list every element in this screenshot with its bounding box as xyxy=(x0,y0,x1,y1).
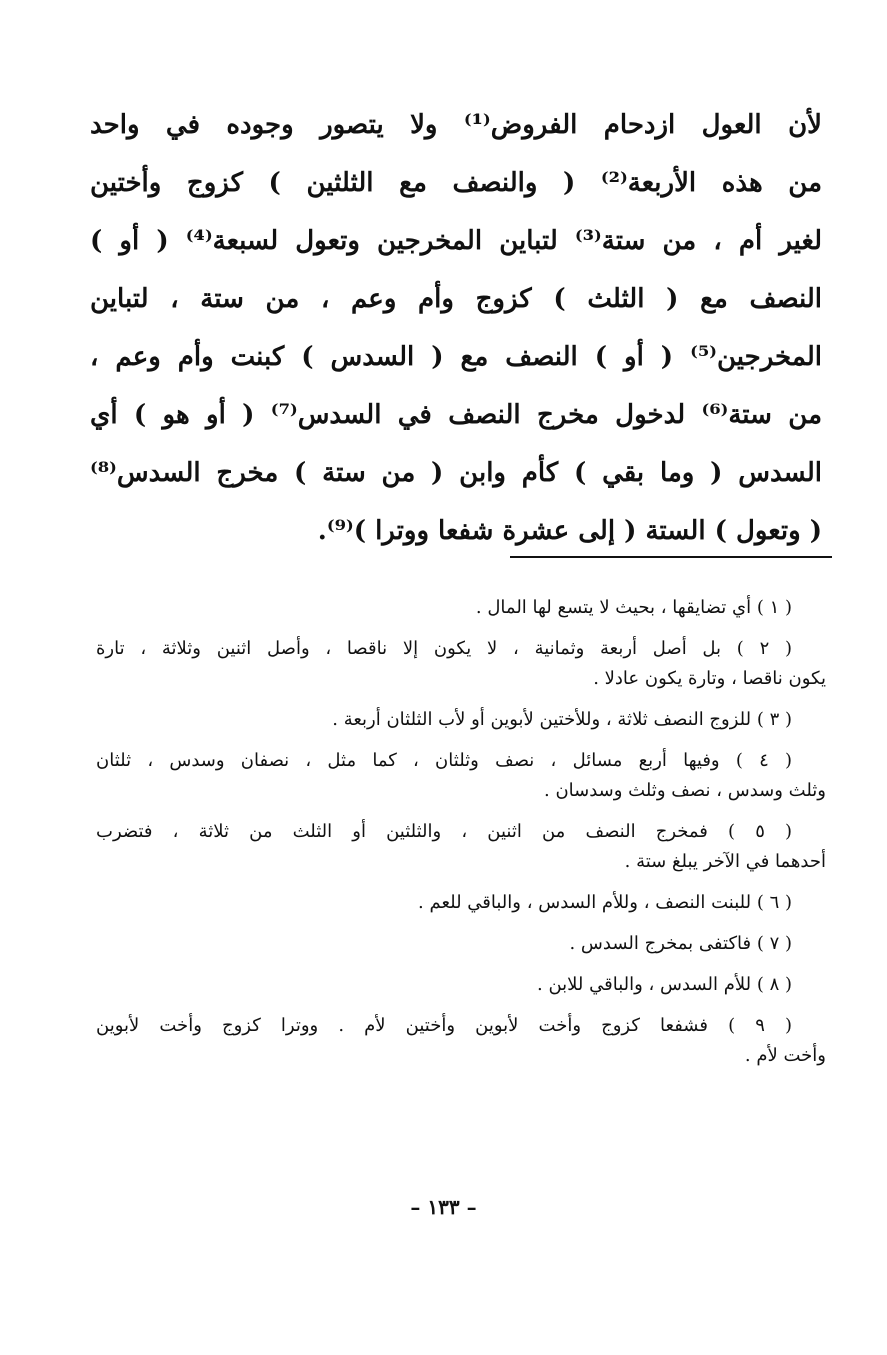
footnote-line: ( ٧ ) فاكتفى بمخرج السدس . xyxy=(569,933,792,954)
main-text-line: ( وتعول ) الستة ( إلى عشرة شفعا ووترا )⁽⁹⁾. xyxy=(317,516,822,546)
footnote-2 xyxy=(96,634,826,694)
footnote-line: ( ٥ ) فمخرج النصف من اثنين ، والثلثين أو الثلث من ثلاثة ، فتضرب xyxy=(96,821,793,842)
footnote-6 xyxy=(96,888,826,918)
footnote-5 xyxy=(96,817,826,877)
footnote-4 xyxy=(96,746,826,806)
footnote-line: ( ٤ ) وفيها أربع مسائل ، نصف وثلثان ، كما مثل ، نصفان وسدس ، ثلثان xyxy=(96,750,792,771)
footnote-line: يكون ناقصا ، وتارة يكون عادلا . xyxy=(593,668,826,689)
footnote-line: وأخت لأم . xyxy=(744,1045,826,1066)
footnote-divider xyxy=(510,556,832,558)
main-text-line: من هذه الأربعة⁽²⁾ ( والنصف مع الثلثين ) كزوج وأختين xyxy=(90,168,822,198)
main-text-line: من ستة⁽⁶⁾ لدخول مخرج النصف في السدس⁽⁷⁾ ( أو هو ) أي xyxy=(90,400,822,430)
footnote-3 xyxy=(96,705,826,735)
main-text-line: السدس ( وما بقي ) كأم وابن ( من ستة ) مخرج السدس⁽⁸⁾ xyxy=(90,458,822,488)
footnotes xyxy=(96,593,826,1082)
footnote-9 xyxy=(96,1011,826,1071)
footnote-line: ( ٨ ) للأم السدس ، والباقي للابن . xyxy=(537,974,792,995)
footnote-line: وثلث وسدس ، نصف وثلث وسدسان . xyxy=(544,780,826,801)
footnote-line: ( ٢ ) بل أصل أربعة وثمانية ، لا يكون إلا ناقصا ، وأصل اثنين وثلاثة ، تارة xyxy=(96,638,792,659)
footnote-line: ( ١ ) أي تضايقها ، بحيث لا يتسع لها المال . xyxy=(475,597,792,618)
main-text-line: لأن العول ازدحام الفروض⁽¹⁾ ولا يتصور وجوده في واحد xyxy=(90,110,822,140)
main-text-line: المخرجين⁽⁵⁾ ( أو ) النصف مع ( السدس ) كبنت وأم وعم ، xyxy=(90,342,822,372)
footnote-8 xyxy=(96,970,826,1000)
main-text-line: النصف مع ( الثلث ) كزوج وأم وعم ، من ستة ، لتباين xyxy=(90,284,822,314)
footnote-line: ( ٦ ) للبنت النصف ، وللأم السدس ، والباقي للعم . xyxy=(418,892,792,913)
main-text-line: لغير أم ، من ستة⁽³⁾ لتباين المخرجين وتعول لسبعة⁽⁴⁾ ( أو ) xyxy=(90,226,822,256)
page-number: – ١٣٣ – xyxy=(410,1195,477,1219)
footnote-7 xyxy=(96,929,826,959)
footnote-line: أحدهما في الآخر يبلغ ستة . xyxy=(624,851,826,872)
footnote-line: ( ٩ ) فشفعا كزوج وأخت لأبوين وأختين لأم . ووترا كزوج وأخت لأبوين xyxy=(96,1015,792,1036)
main-text xyxy=(90,96,822,560)
footnote-1 xyxy=(96,593,826,623)
footnote-line: ( ٣ ) للزوج النصف ثلاثة ، وللأختين لأبوين أو لأب الثلثان أربعة . xyxy=(332,709,792,730)
